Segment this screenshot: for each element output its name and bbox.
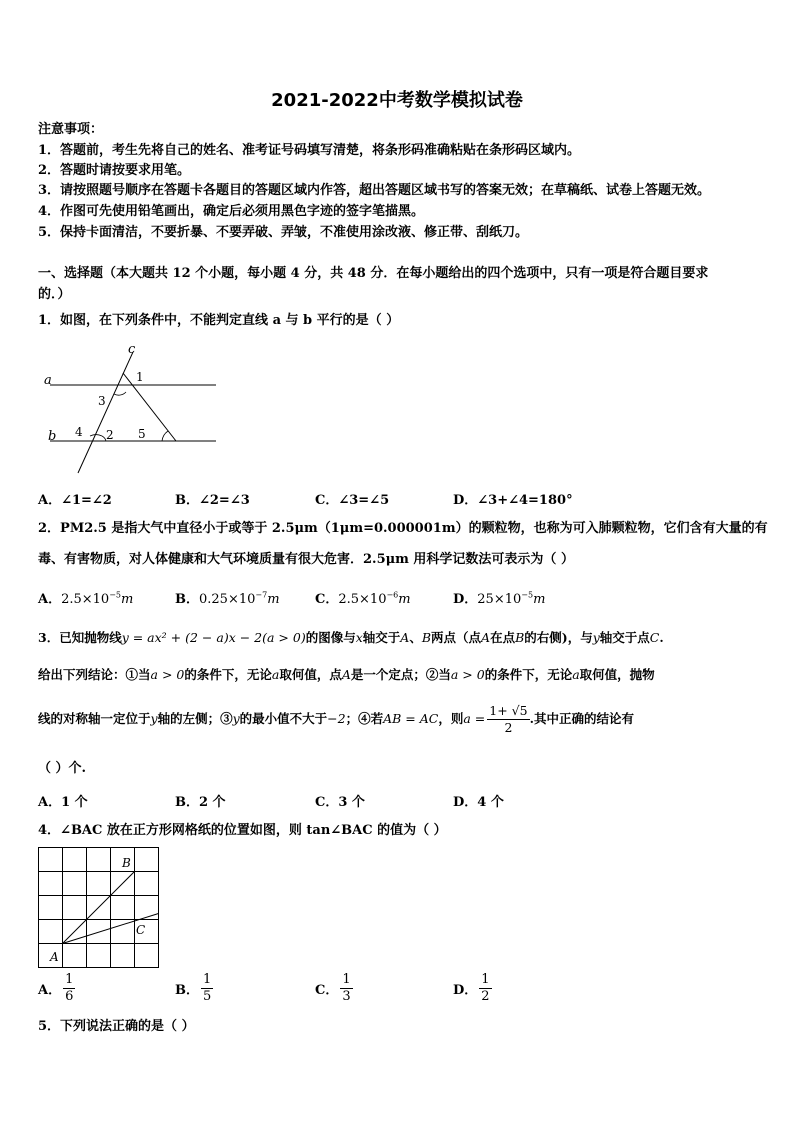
question-2-stem-cont: 毒、有害物质，对人体健康和大气环境质量有很大危害．2.5μm 用科学记数法可表示为（ ） <box>38 552 574 567</box>
q3-option-a: A．1 个 <box>38 795 88 810</box>
notes-heading: 注意事项： <box>38 122 104 137</box>
label-5: 5 <box>138 427 146 441</box>
question-3-line-3: 线的对称轴一定位于y轴的左侧；③y的最小值不大于−2；④若AB = AC，则a = $\frac{1+ √5}{2}$ .其中正确的结论有 <box>38 703 634 735</box>
question-5-stem: 5．下列说法正确的是（ ） <box>38 1019 195 1034</box>
q3-option-b: B．2 个 <box>175 795 226 810</box>
q4-option-a: A． $\frac{1}{6}$ <box>38 972 74 1004</box>
angle-5-arc <box>162 431 168 441</box>
note-item: 2．答题时请按要求用笔。 <box>38 163 191 178</box>
section-heading-cont: 的．） <box>38 287 71 302</box>
q2-option-c: C．$2.5\times 10^{-6}m$ <box>315 590 411 607</box>
q3-option-d: D．4 个 <box>453 795 504 810</box>
label-c: c <box>128 342 136 357</box>
label-b: b <box>48 429 57 444</box>
label-2: 2 <box>106 428 114 442</box>
angle-4-arc <box>90 435 102 436</box>
q1-option-c: C．∠3=∠5 <box>315 493 390 508</box>
question-1-stem: 1．如图，在下列条件中，不能判定直线 a 与 b 平行的是（ ） <box>38 313 400 328</box>
transversal <box>123 373 176 441</box>
q4-option-d: D． $\frac{1}{2}$ <box>453 972 490 1004</box>
question-3-line-2: 给出下列结论：①当a > 0的条件下，无论a取何值，点A是一个定点；②当a > 0的条件下，无论a取何值，抛物 <box>38 667 655 682</box>
q3-option-c: C．3 个 <box>315 795 365 810</box>
label-4: 4 <box>75 425 83 439</box>
q2-option-b: B．$0.25\times 10^{-7}m$ <box>175 590 280 607</box>
q2-option-d: D．$25\times 10^{-5}m$ <box>453 590 546 607</box>
note-item: 1．答题前，考生先将自己的姓名、准考证号码填写清楚，将条形码准确粘贴在条形码区域内。 <box>38 143 581 158</box>
line-c <box>78 352 133 473</box>
question-3-line-1: 3．已知抛物线y = ax² + (2 − a)x − 2(a > 0)的图像与x轴交于A、B两点（点A在点B的右侧)，与y轴交于点C. <box>38 630 664 645</box>
label-C: C <box>136 923 146 937</box>
label-3: 3 <box>98 394 106 408</box>
question-4-stem: 4．∠BAC 放在正方形网格纸的位置如图，则 tan∠BAC 的值为（ ） <box>38 823 447 838</box>
q1-option-a: A．∠1=∠2 <box>38 493 112 508</box>
label-a: a <box>44 373 52 388</box>
angle-3-arc <box>114 392 126 395</box>
q4-option-b: B． $\frac{1}{5}$ <box>175 972 212 1004</box>
label-A: A <box>50 950 59 964</box>
q2-option-a: A．$2.5\times 10^{-5}m$ <box>38 590 134 607</box>
q1-option-d: D．∠3+∠4=180° <box>453 493 573 508</box>
note-item: 5．保持卡面清洁，不要折暴、不要弄破、弄皱，不准使用涂改液、修正带、刮纸刀。 <box>38 225 529 240</box>
label-1: 1 <box>136 370 144 384</box>
q1-option-b: B．∠2=∠3 <box>175 493 250 508</box>
question-3-line-4: （ ）个. <box>38 761 87 776</box>
question-4-grid-figure <box>36 845 166 970</box>
page-title: 2021-2022中考数学模拟试卷 <box>271 90 523 111</box>
label-B: B <box>122 856 131 870</box>
q4-option-c: C． $\frac{1}{3}$ <box>315 972 351 1004</box>
note-item: 4．作图可先使用铅笔画出，确定后必须用黑色字迹的签字笔描黑。 <box>38 204 425 219</box>
question-2-stem: 2．PM2.5 是指大气中直径小于或等于 2.5μm（1μm=0.000001m）的颗粒物，也称为可入肺颗粒物，它们含有大量的有 <box>38 521 768 536</box>
question-1-figure <box>40 340 220 480</box>
note-item: 3．请按照题号顺序在答题卡各题目的答题区域内作答，超出答题区域书写的答案无效；在草稿纸、试卷上答题无效。 <box>38 183 711 198</box>
section-heading: 一、选择题（本大题共 12 个小题，每小题 4 分，共 48 分．在每小题给出的四个选项中，只有一项是符合题目要求 <box>38 266 709 281</box>
